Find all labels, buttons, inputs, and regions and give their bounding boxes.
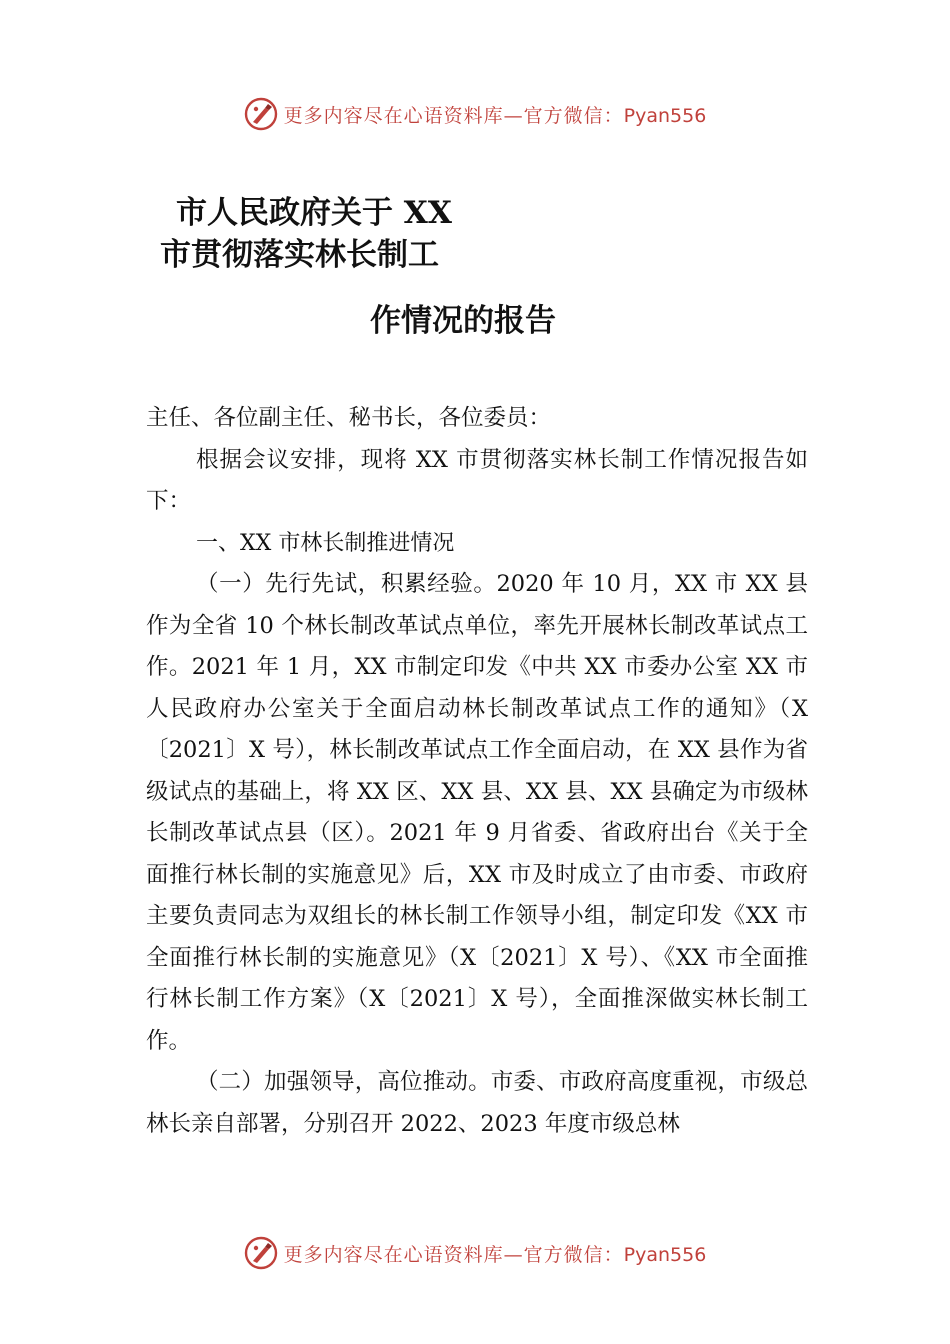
paragraph-pilot: （一）先行先试，积累经验。2020 年 10 月，XX 市 XX 县作为全省 10 个林长制改革试点单位，率先开展林长制改革试点工作。2021 年 1 月，XX 市制定印发《中共 XX 市委办公室 XX 市人民政府办公室关于全面启动林长制改革试点工作的通知》（X〔2021〕X 号），林长制改革试点工作全面启动，在 XX 县作为省级试点的基础上，将 XX 区、XX 县、XX 县、XX 县确定为市级林长制改革试点县（区）。2021 年 9 月省委、省政府出台《关于全面推行林长制的实施意见》后，XX 市及时成立了由市委、市政府主要负责同志为双组长的林长制工作领导小组，制定印发《XX 市全面推行林长制的实施意见》（X〔2021〕X 号）、《XX 市全面推行林长制工作方案》（X〔2021〕X 号），全面推深做实林长制工作。 <box>146 571 808 1054</box>
watermark-text: 更多内容尽在心语资料库—官方微信：Pyan556 <box>283 1243 707 1266</box>
intro-paragraph: 根据会议安排，现将 XX 市贯彻落实林长制工作情况报告如下： <box>146 446 808 514</box>
watermark-wechat-id: Pyan556 <box>623 104 707 127</box>
paragraph-leadership: （二）加强领导，高位推动。市委、市政府高度重视，市级总林长亲自部署，分别召开 2022、2023 年度市级总林 <box>146 1069 808 1137</box>
salutation: 主任、各位副主任、秘书长，各位委员： <box>146 405 552 431</box>
document-title-line-2: 市贯彻落实林长制工 <box>160 237 439 273</box>
document-body <box>146 398 808 1145</box>
watermark-wechat-id: Pyan556 <box>623 1243 707 1266</box>
pen-seal-icon <box>244 97 278 131</box>
pen-seal-icon <box>244 1236 278 1270</box>
watermark-header <box>0 94 950 134</box>
watermark-text: 更多内容尽在心语资料库—官方微信：Pyan556 <box>283 104 707 127</box>
document-title-line-1: 市人民政府关于 XX <box>176 195 452 231</box>
watermark-footer <box>0 1233 950 1273</box>
section-heading: 一、XX 市林长制推进情况 <box>196 530 455 556</box>
document-title-line-3: 作情况的报告 <box>370 303 556 339</box>
